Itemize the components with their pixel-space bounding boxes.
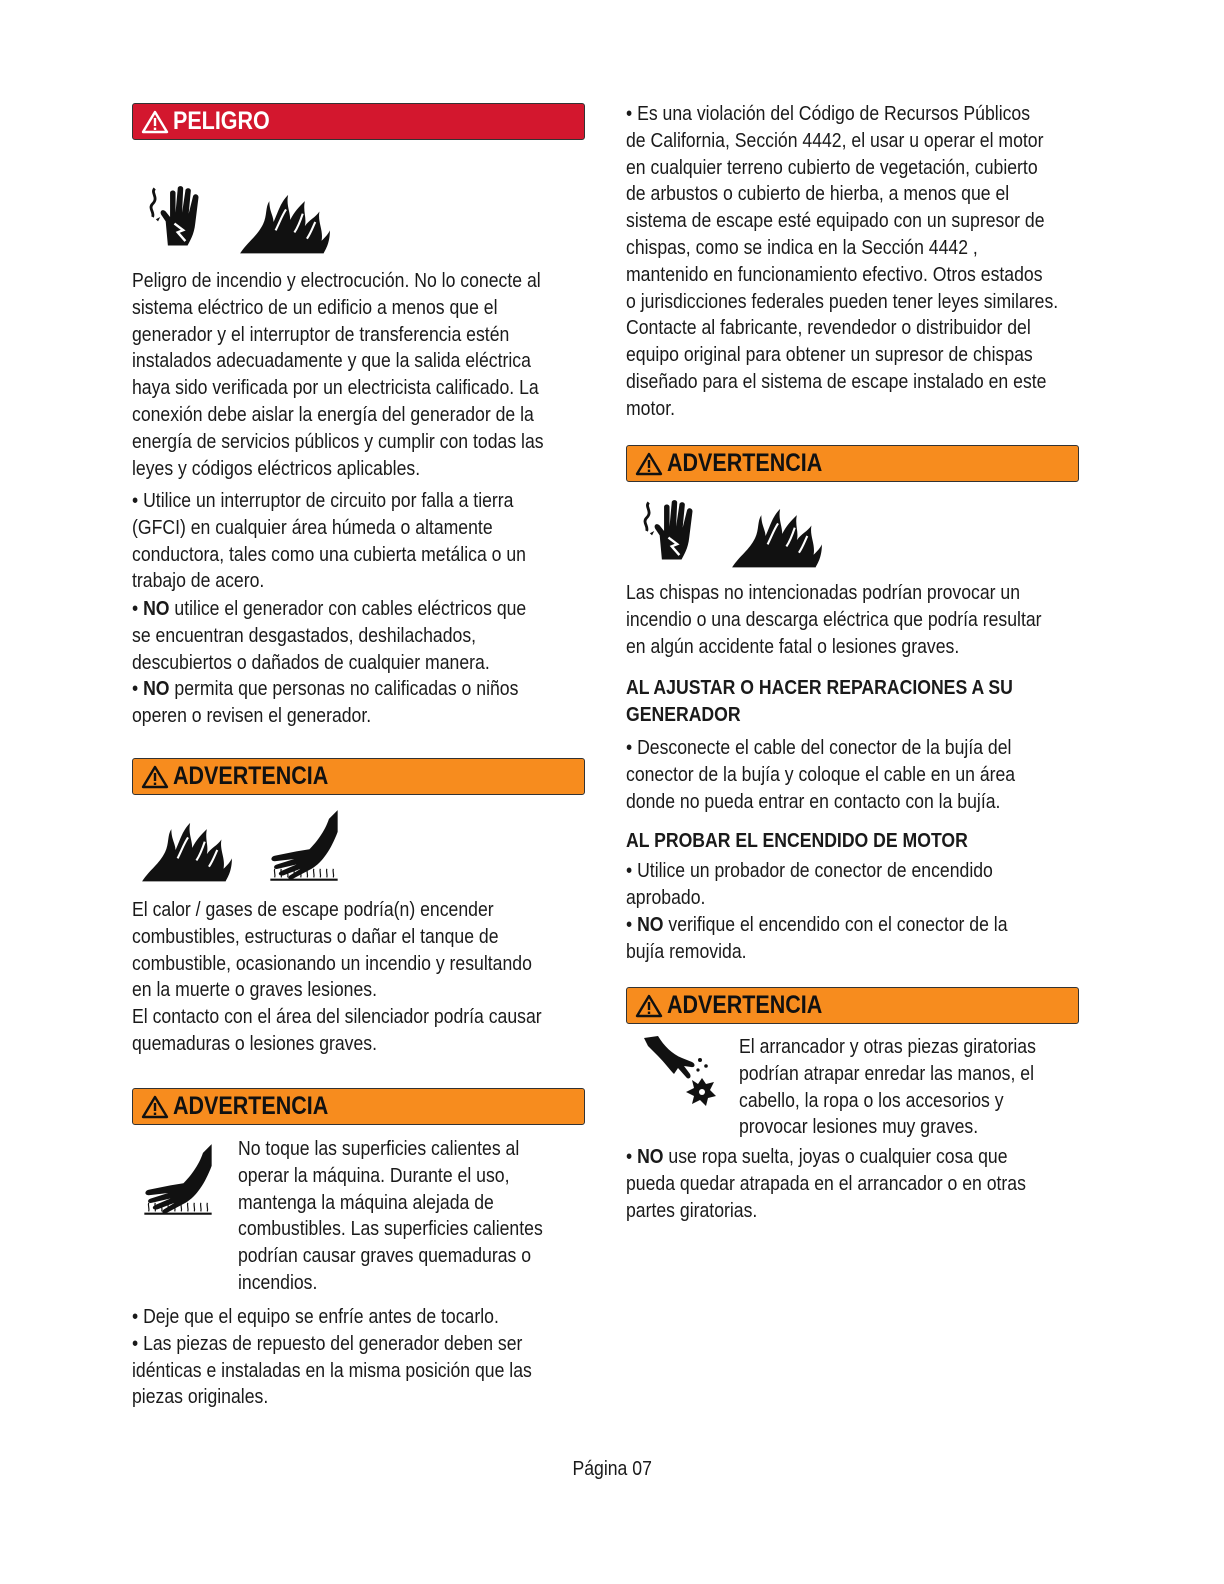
peligro-label: PELIGRO bbox=[173, 107, 270, 135]
electric-shock-icon bbox=[146, 182, 216, 252]
probar-bullet-probador: • Utilice un probador de conector de encendido aprobado. bbox=[626, 859, 993, 909]
page-footer bbox=[0, 1457, 1224, 1481]
peligro-banner bbox=[132, 103, 585, 140]
warning-triangle-icon bbox=[141, 110, 169, 134]
spark-arrester-notice: • Es una violación del Código de Recursos Públicos de California, Sección 4442, el usar u operar el motor en cualquier terreno cubierto de vegetación, cubierto de arbustos o cubierto de hierba, a menos que el sistema de escape esté equipado con un supresor de chispas, como se indica en la Sección 4442 , mantenido en funcionamiento efectivo. Otros estados o jurisdicciones federales pueden tener leyes similares. Contacte al fabricante, revendedor o distribuidor del equipo original para obtener un supresor de chispas diseñado para el sistema de escape instalado en este motor. bbox=[626, 102, 1059, 420]
fire-icon bbox=[140, 816, 234, 884]
entanglement-bullet: • NO use ropa suelta, joyas o cualquier cosa que pueda quedar atrapada en el arrancador o en otras partes giratorias. bbox=[626, 1145, 1026, 1222]
entanglement-icon bbox=[640, 1034, 720, 1114]
warning-triangle-icon bbox=[141, 765, 169, 789]
advertencia-heat-description: El calor / gases de escape podría(n) encender combustibles, estructuras o dañar el tanque de combustible, ocasionando un incendio y resultando en la muerte o graves lesiones. El contacto con el área del silenciador podría causar quemaduras o lesiones graves. bbox=[132, 898, 542, 1055]
peligro-description: Peligro de incendio y electrocución. No lo conecte al sistema eléctrico de un edificio a menos que el generador y el interruptor de transferencia estén instalados adecuadamente y que la salida eléctrica haya sido verificada por un electricista calificado. La conexión debe aislar la energía del generador de la energía de servicios públicos y cumplir con todas las leyes y códigos eléctricos aplicables. bbox=[132, 269, 544, 480]
advertencia-banner-sparks: ADVERTENCIA bbox=[626, 445, 1079, 482]
peligro-bullet-cables: • NO utilice el generador con cables eléctricos que se encuentran desgastados, deshilachados, descubiertos o dañados de cualquier manera. bbox=[132, 597, 527, 674]
page-number: Página 07 bbox=[572, 1457, 652, 1480]
electric-shock-icon bbox=[640, 496, 710, 566]
fire-icon bbox=[730, 502, 824, 570]
advertencia-entanglement-description: El arrancador y otras piezas giratorias podrían atrapar enredar las manos, el cabello, la ropa o los accesorios y provocar lesiones muy graves. bbox=[739, 1035, 1036, 1139]
probar-bullet-no: • NO verifique el encendido con el conector de la bujía removida. bbox=[626, 913, 1008, 963]
advertencia-sparks-description: Las chispas no intencionadas podrían provocar un incendio o una descarga eléctrica que podría resultar en algún accidente fatal o lesiones graves. bbox=[626, 581, 1042, 658]
warning-triangle-icon bbox=[635, 452, 663, 476]
fire-icon bbox=[238, 188, 332, 256]
subheading-ajustar: AL AJUSTAR O HACER REPARACIONES A SU GENERADOR bbox=[626, 676, 1013, 726]
hot-surface-icon bbox=[266, 808, 342, 884]
advertencia-banner-heat: ADVERTENCIA bbox=[132, 758, 585, 795]
peligro-bullet-personas: • NO permita que personas no calificadas o niños operen o revisen el generador. bbox=[132, 677, 519, 727]
advertencia-banner-entanglement: ADVERTENCIA bbox=[626, 987, 1079, 1024]
peligro-bullet-gfci: • Utilice un interruptor de circuito por falla a tierra (GFCI) en cualquier área húmeda o altamente conductora, tales como una cubierta metálica o un trabajo de acero. bbox=[132, 489, 526, 593]
hot-surface-icon bbox=[138, 1142, 218, 1218]
advertencia-hot-surface-description: No toque las superficies calientes al operar la máquina. Durante el uso, mantenga la máquina alejada de combustibles. Las superficies calientes podrían causar graves quemaduras o incendios. bbox=[238, 1137, 543, 1294]
advertencia-banner-hot-surface: ADVERTENCIA bbox=[132, 1088, 585, 1125]
warning-triangle-icon bbox=[141, 1095, 169, 1119]
warning-triangle-icon bbox=[635, 994, 663, 1018]
subheading-probar: AL PROBAR EL ENCENDIDO DE MOTOR bbox=[626, 829, 968, 852]
ajustar-bullet: • Desconecte el cable del conector de la bujía del conector de la bujía y coloque el cable en un área donde no pueda entrar en contacto con la bujía. bbox=[626, 736, 1016, 813]
advertencia-hot-surface-bullets: • Deje que el equipo se enfríe antes de tocarlo. • Las piezas de repuesto del generador deben ser idénticas e instaladas en la misma posición que las piezas originales. bbox=[132, 1305, 532, 1409]
